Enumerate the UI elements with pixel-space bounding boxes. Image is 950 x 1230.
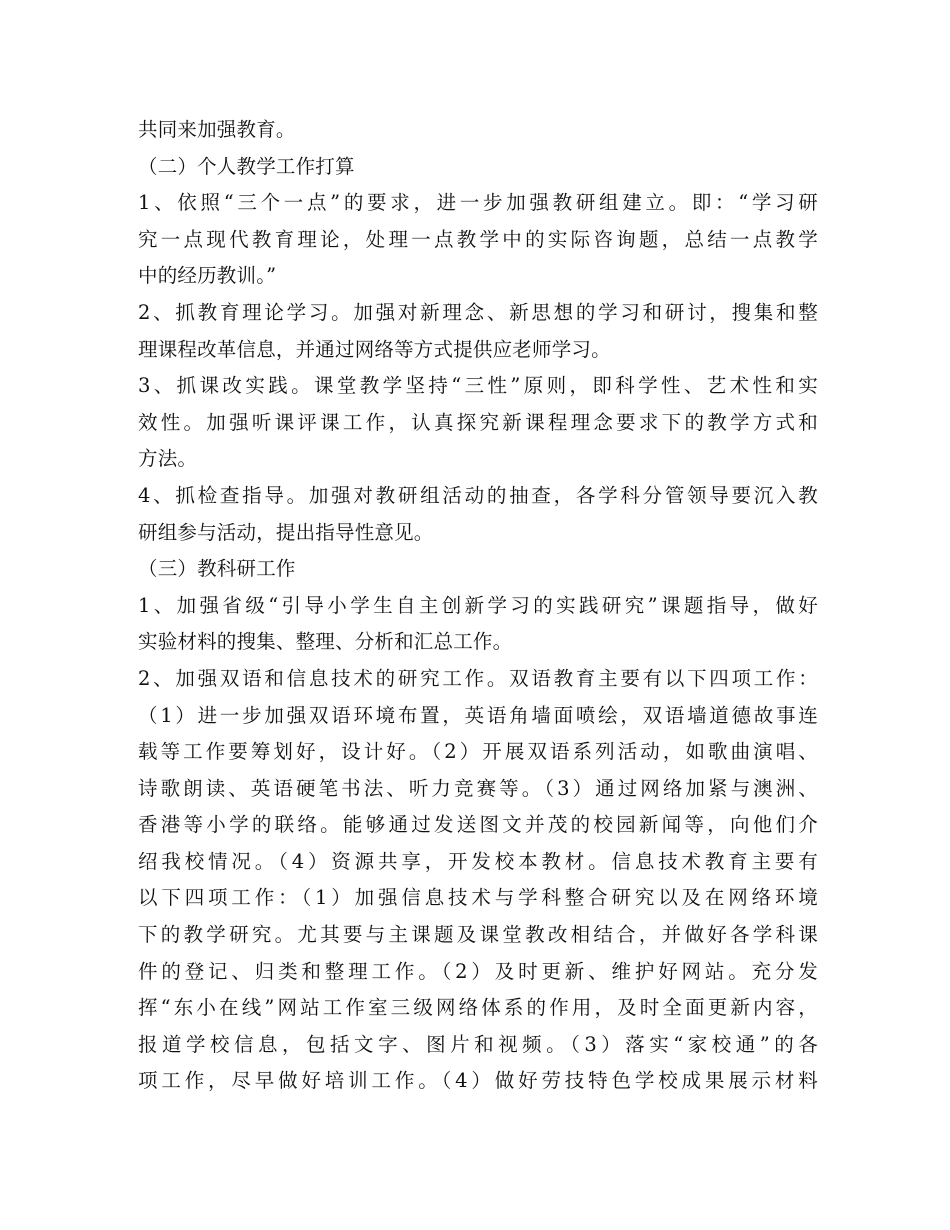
text-line: 1、加强省级“引导小学生自主创新学习的实践研究”课题指导，做好 [138, 593, 818, 617]
text-line: 3、抓课改实践。课堂教学坚持“三性”原则，即科学性、艺术性和实 [138, 374, 818, 398]
text-line: 中的经历教训。” [138, 264, 277, 288]
text-line: 4、抓检查指导。加强对教研组活动的抽查，各学科分管领导要沉入教 [138, 483, 818, 507]
text-line: 绍我校情况。（4）资源共享，开发校本教材。信息技术教育主要有 [138, 849, 818, 873]
text-line: 件的登记、归类和整理工作。（2）及时更新、维护好网站。充分发 [138, 959, 818, 983]
document-page [138, 112, 818, 1100]
text-line: （1）进一步加强双语环境布置，英语角墙面喷绘，双语墙道德故事连 [138, 703, 818, 727]
text-line: 效性。加强听课评课工作，认真探究新课程理念要求下的教学方式和 [138, 410, 818, 434]
text-line: 载等工作要筹划好，设计好。（2）开展双语系列活动，如歌曲演唱、 [138, 740, 818, 764]
text-line: 诗歌朗读、英语硬笔书法、听力竞赛等。（3）通过网络加紧与澳洲、 [138, 776, 818, 800]
text-line: 项工作，尽早做好培训工作。（4）做好劳技特色学校成果展示材料 [138, 1069, 818, 1093]
text-line: （三）教科研工作 [138, 557, 296, 581]
text-line: （二）个人教学工作打算 [138, 154, 355, 178]
text-line: 理课程改革信息，并通过网络等方式提供应老师学习。 [138, 337, 611, 361]
text-line: 报道学校信息，包括文字、图片和视频。（3）落实“家校通”的各 [138, 1032, 818, 1056]
text-line: 1、依照“三个一点”的要求，进一步加强教研组建立。即：“学习研 [138, 191, 818, 215]
text-line: 以下四项工作：（1）加强信息技术与学科整合研究以及在网络环境 [138, 886, 818, 910]
text-line: 香港等小学的联络。能够通过发送图文并茂的校园新闻等，向他们介 [138, 813, 818, 837]
text-line: 2、抓教育理论学习。加强对新理念、新思想的学习和研讨，搜集和整 [138, 300, 818, 324]
text-line: 实验材料的搜集、整理、分析和汇总工作。 [138, 630, 513, 654]
text-line: 2、加强双语和信息技术的研究工作。双语教育主要有以下四项工作： [138, 666, 818, 690]
text-line: 研组参与活动，提出指导性意见。 [138, 520, 434, 544]
text-line: 下的教学研究。尤其要与主课题及课堂教改相结合，并做好各学科课 [138, 923, 818, 947]
text-line: 究一点现代教育理论，处理一点教学中的实际咨询题，总结一点教学 [138, 227, 818, 251]
text-line: 方法。 [138, 447, 198, 471]
text-line: 挥“东小在线”网站工作室三级网络体系的作用，及时全面更新内容， [138, 996, 818, 1020]
text-line: 共同来加强教育。 [138, 118, 296, 141]
document-body [138, 112, 818, 1100]
